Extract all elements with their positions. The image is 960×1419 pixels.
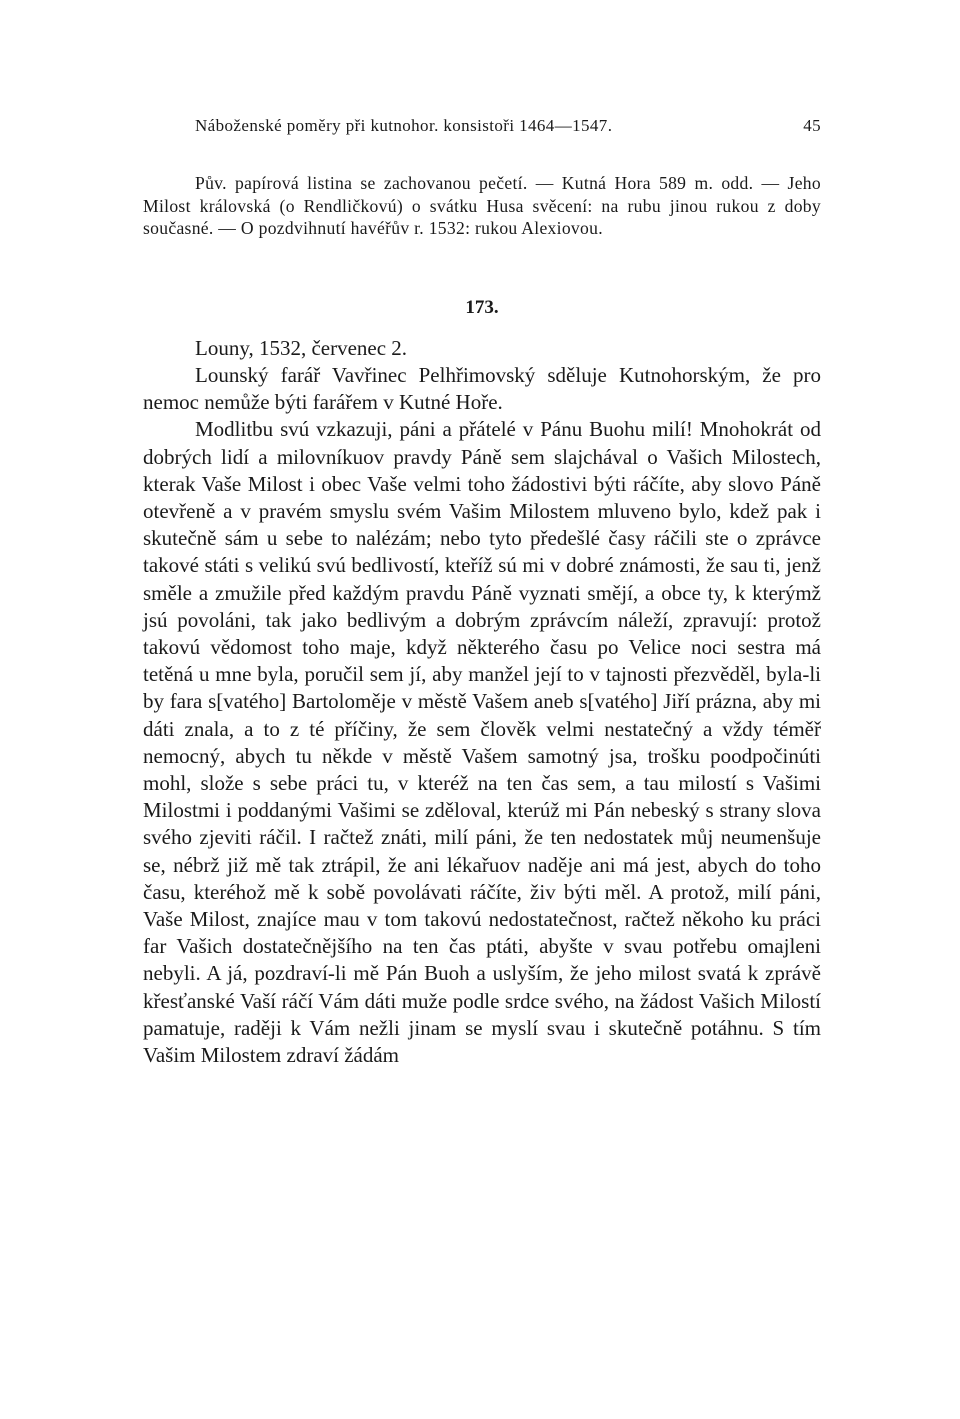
document-summary: Lounský farář Vavřinec Pelhřimovský sděluje Kutnohorským, že pro nemoc nemůže býti farářem v Kutné Hoře.	[143, 363, 821, 415]
source-note	[143, 172, 821, 240]
document-dateline: Louny, 1532, červenec 2.	[195, 336, 408, 360]
document-text	[143, 362, 821, 1069]
header-title: Náboženské poměry při kutnohor. konsistoři 1464—1547.	[195, 116, 613, 135]
document-body: Modlitbu svú vzkazuji, páni a přátelé v Pánu Buohu milí! Mnohokrát od dobrých lidí a milovníkuov pravdy Páně sem slajchával o Vašich Milostech, kterak Vaše Milost i obec Vaše velmi toho žádostivi býti ráčíte, aby slovo Páně otevřeně a v pravém smyslu svém Vašim Milostem mluveno bylo, kdež pak i skutečně sám u sebe to nalézám; nebo tyto předešlé časy ráčili ste o zprávce takové státi s velikú svú bedlivostí, kteříž sú mi v dobré známosti, že sau ti, jenž směle a zmužile před každým pravdu Páně vyznati smějí, a obce ty, k kterýmž jsú povoláni, tak jako bedlivým a dobrým zprávcím náleží, zpravují: protož takovú vědomost toho maje, když některého času po Velice noci sestra má tetěná u mne byla, poručil sem jí, aby manžel její to v tajnosti přezvěděl, byla-li by fara s[vatého] Bartoloměje v městě Vašem aneb s[vatého] Jiří prázna, aby mi dáti znala, a to z té příčiny, že sem člověk velmi nestatečný a vždy téměř nemocný, abych tu někde v městě Vašem samotný jsa, trošku poodpočinúti mohl, slože s sebe práci tu, v kteréž na ten čas sem, a tau milostí s Vašimi Milostmi i poddanými Vašimi se zděloval, kterúž mi Pán nebeský s strany slova svého zjeviti ráčil. I račtež znáti, milí páni, že ten nedostatek můj neumenšuje se, nébrž již mě tak ztrápil, že ani lékařuov naděje ani má jest, abych do toho času, kteréhož mě k sobě povolávati ráčíte, živ býti měl. A protož, milí páni, Vaše Milost, znajíce mau v tom takovú nedostatečnost, račtež někoho ku práci far Vašich dostatečnějšího na ten čas ptáti, abyšte v svau potřebu omajleni nebyli. A já, pozdraví-li mě Pán Buoh a uslyším, že jeho milost svatá k zprávě křesťanské Vaší ráčí Vám dáti muže podle srdce svého, na žádost Vašich Milostí pamatuje, raději k Vám nežli jinam se myslí svau i skutečně potáhnu. S tím Vašim Milostem zdraví žádám	[143, 417, 821, 1068]
running-header	[143, 116, 821, 140]
source-note-text: Pův. papírová listina se zachovanou pečetí. — Kutná Hora 589 m. odd. — Jeho Milost královská (o Rendličkovú) o svátku Husa svěcení: na rubu jinou rukou z doby současné. — O pozdvihnutí havéřův r. 1532: rukou Alexiovou.	[143, 173, 821, 238]
page-number: 45	[803, 116, 821, 135]
document-number: 173.	[465, 297, 499, 318]
